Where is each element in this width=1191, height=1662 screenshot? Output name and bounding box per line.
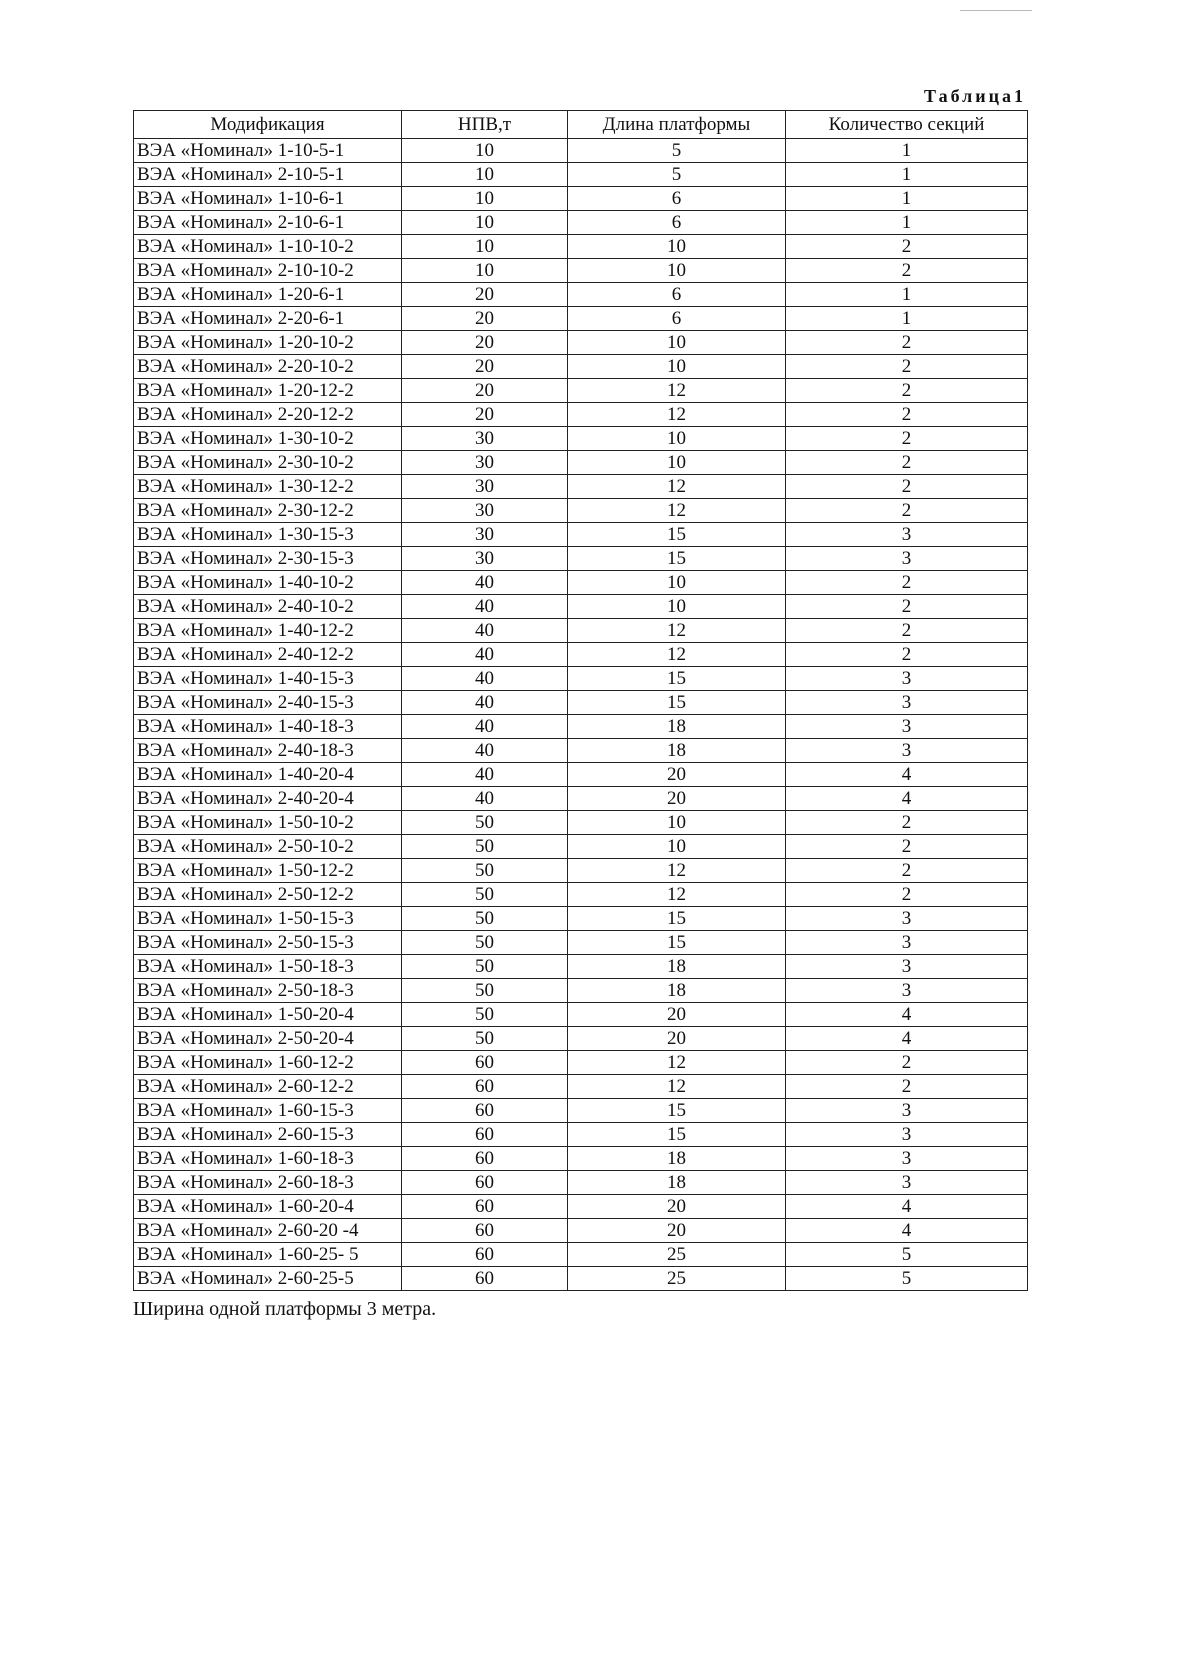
cell-platform-length: 10 (568, 331, 786, 355)
cell-platform-length: 20 (568, 763, 786, 787)
table-row (134, 1051, 1028, 1075)
table-row (134, 715, 1028, 739)
cell-modification: ВЭА «Номинал» 2-60-25-5 (134, 1267, 402, 1291)
cell-section-count: 2 (786, 595, 1028, 619)
table-row (134, 283, 1028, 307)
cell-platform-length: 12 (568, 1075, 786, 1099)
cell-platform-length: 12 (568, 883, 786, 907)
cell-section-count: 2 (786, 883, 1028, 907)
table-row (134, 859, 1028, 883)
cell-platform-length: 25 (568, 1243, 786, 1267)
cell-modification: ВЭА «Номинал» 2-40-15-3 (134, 691, 402, 715)
table-row (134, 499, 1028, 523)
table-row (134, 427, 1028, 451)
cell-platform-length: 10 (568, 571, 786, 595)
table-row (134, 523, 1028, 547)
cell-capacity: 60 (402, 1243, 568, 1267)
table-row (134, 571, 1028, 595)
cell-section-count: 2 (786, 571, 1028, 595)
cell-capacity: 10 (402, 235, 568, 259)
cell-platform-length: 12 (568, 619, 786, 643)
table-row (134, 907, 1028, 931)
table-row (134, 763, 1028, 787)
cell-platform-length: 18 (568, 955, 786, 979)
cell-section-count: 4 (786, 1027, 1028, 1051)
cell-section-count: 1 (786, 163, 1028, 187)
cell-platform-length: 12 (568, 403, 786, 427)
table-row (134, 787, 1028, 811)
cell-modification: ВЭА «Номинал» 2-10-6-1 (134, 211, 402, 235)
cell-capacity: 50 (402, 907, 568, 931)
cell-platform-length: 10 (568, 835, 786, 859)
cell-modification: ВЭА «Номинал» 1-60-15-3 (134, 1099, 402, 1123)
cell-section-count: 2 (786, 235, 1028, 259)
cell-modification: ВЭА «Номинал» 1-40-10-2 (134, 571, 402, 595)
cell-modification: ВЭА «Номинал» 1-60-12-2 (134, 1051, 402, 1075)
cell-section-count: 4 (786, 763, 1028, 787)
cell-capacity: 50 (402, 1027, 568, 1051)
cell-platform-length: 18 (568, 979, 786, 1003)
cell-platform-length: 15 (568, 523, 786, 547)
cell-modification: ВЭА «Номинал» 1-60-20-4 (134, 1195, 402, 1219)
cell-section-count: 1 (786, 187, 1028, 211)
cell-section-count: 3 (786, 979, 1028, 1003)
cell-section-count: 3 (786, 739, 1028, 763)
cell-section-count: 2 (786, 1075, 1028, 1099)
cell-modification: ВЭА «Номинал» 2-50-20-4 (134, 1027, 402, 1051)
cell-capacity: 10 (402, 259, 568, 283)
cell-platform-length: 10 (568, 595, 786, 619)
table-row (134, 187, 1028, 211)
cell-capacity: 30 (402, 475, 568, 499)
cell-modification: ВЭА «Номинал» 2-40-20-4 (134, 787, 402, 811)
cell-platform-length: 15 (568, 1099, 786, 1123)
cell-section-count: 3 (786, 1123, 1028, 1147)
table-row (134, 739, 1028, 763)
cell-modification: ВЭА «Номинал» 2-30-15-3 (134, 547, 402, 571)
cell-capacity: 60 (402, 1195, 568, 1219)
cell-capacity: 40 (402, 763, 568, 787)
cell-capacity: 60 (402, 1171, 568, 1195)
table-row (134, 835, 1028, 859)
cell-platform-length: 12 (568, 643, 786, 667)
cell-platform-length: 15 (568, 547, 786, 571)
column-header-section-count: Количество секций (786, 111, 1028, 139)
table-row (134, 1267, 1028, 1291)
table-row (134, 355, 1028, 379)
table-row (134, 1171, 1028, 1195)
table-body (134, 139, 1028, 1291)
table-header-row (134, 111, 1028, 139)
cell-platform-length: 10 (568, 235, 786, 259)
cell-platform-length: 25 (568, 1267, 786, 1291)
cell-section-count: 2 (786, 451, 1028, 475)
table-row (134, 547, 1028, 571)
table-row (134, 667, 1028, 691)
cell-platform-length: 20 (568, 1195, 786, 1219)
cell-capacity: 10 (402, 139, 568, 163)
cell-section-count: 3 (786, 715, 1028, 739)
cell-platform-length: 10 (568, 811, 786, 835)
table-row (134, 691, 1028, 715)
cell-capacity: 50 (402, 835, 568, 859)
cell-capacity: 40 (402, 643, 568, 667)
cell-modification: ВЭА «Номинал» 1-50-12-2 (134, 859, 402, 883)
table-row (134, 379, 1028, 403)
cell-section-count: 3 (786, 931, 1028, 955)
table-row (134, 1027, 1028, 1051)
cell-modification: ВЭА «Номинал» 1-30-12-2 (134, 475, 402, 499)
cell-capacity: 50 (402, 931, 568, 955)
cell-platform-length: 15 (568, 1123, 786, 1147)
cell-capacity: 30 (402, 547, 568, 571)
cell-platform-length: 6 (568, 187, 786, 211)
table-row (134, 1123, 1028, 1147)
cell-modification: ВЭА «Номинал» 1-40-18-3 (134, 715, 402, 739)
cell-capacity: 60 (402, 1075, 568, 1099)
cell-section-count: 2 (786, 331, 1028, 355)
column-header-capacity: НПВ,т (402, 111, 568, 139)
cell-modification: ВЭА «Номинал» 2-40-18-3 (134, 739, 402, 763)
cell-section-count: 3 (786, 691, 1028, 715)
cell-section-count: 3 (786, 1171, 1028, 1195)
cell-capacity: 50 (402, 811, 568, 835)
cell-modification: ВЭА «Номинал» 1-40-12-2 (134, 619, 402, 643)
cell-capacity: 60 (402, 1219, 568, 1243)
cell-section-count: 2 (786, 403, 1028, 427)
cell-platform-length: 6 (568, 307, 786, 331)
cell-modification: ВЭА «Номинал» 2-50-12-2 (134, 883, 402, 907)
cell-section-count: 2 (786, 643, 1028, 667)
table-row (134, 307, 1028, 331)
cell-modification: ВЭА «Номинал» 2-30-10-2 (134, 451, 402, 475)
cell-section-count: 2 (786, 835, 1028, 859)
modifications-table (133, 110, 1028, 1291)
cell-modification: ВЭА «Номинал» 1-20-6-1 (134, 283, 402, 307)
table-row (134, 403, 1028, 427)
table-row (134, 331, 1028, 355)
table-row (134, 1219, 1028, 1243)
cell-capacity: 20 (402, 355, 568, 379)
cell-platform-length: 20 (568, 1003, 786, 1027)
cell-capacity: 30 (402, 523, 568, 547)
cell-platform-length: 18 (568, 739, 786, 763)
cell-section-count: 2 (786, 259, 1028, 283)
cell-platform-length: 18 (568, 715, 786, 739)
cell-platform-length: 5 (568, 139, 786, 163)
table-row (134, 979, 1028, 1003)
cell-platform-length: 15 (568, 667, 786, 691)
cell-modification: ВЭА «Номинал» 2-50-10-2 (134, 835, 402, 859)
table-row (134, 475, 1028, 499)
cell-platform-length: 10 (568, 355, 786, 379)
cell-section-count: 4 (786, 1219, 1028, 1243)
table-row (134, 1195, 1028, 1219)
table-row (134, 211, 1028, 235)
cell-capacity: 40 (402, 619, 568, 643)
cell-modification: ВЭА «Номинал» 2-60-15-3 (134, 1123, 402, 1147)
cell-modification: ВЭА «Номинал» 2-20-6-1 (134, 307, 402, 331)
cell-section-count: 1 (786, 283, 1028, 307)
cell-capacity: 40 (402, 691, 568, 715)
cell-section-count: 2 (786, 475, 1028, 499)
cell-capacity: 60 (402, 1123, 568, 1147)
cell-modification: ВЭА «Номинал» 1-40-20-4 (134, 763, 402, 787)
cell-section-count: 1 (786, 211, 1028, 235)
cell-capacity: 20 (402, 283, 568, 307)
cell-platform-length: 20 (568, 1219, 786, 1243)
cell-section-count: 2 (786, 619, 1028, 643)
cell-capacity: 60 (402, 1267, 568, 1291)
cell-platform-length: 18 (568, 1171, 786, 1195)
cell-modification: ВЭА «Номинал» 2-50-18-3 (134, 979, 402, 1003)
cell-platform-length: 12 (568, 1051, 786, 1075)
table-row (134, 1243, 1028, 1267)
cell-section-count: 2 (786, 355, 1028, 379)
cell-modification: ВЭА «Номинал» 2-10-5-1 (134, 163, 402, 187)
cell-modification: ВЭА «Номинал» 1-10-5-1 (134, 139, 402, 163)
cell-platform-length: 15 (568, 931, 786, 955)
table-row (134, 619, 1028, 643)
cell-modification: ВЭА «Номинал» 1-10-10-2 (134, 235, 402, 259)
cell-modification: ВЭА «Номинал» 1-60-25- 5 (134, 1243, 402, 1267)
cell-modification: ВЭА «Номинал» 1-30-10-2 (134, 427, 402, 451)
table-row (134, 1075, 1028, 1099)
cell-modification: ВЭА «Номинал» 1-30-15-3 (134, 523, 402, 547)
cell-section-count: 1 (786, 307, 1028, 331)
cell-platform-length: 10 (568, 259, 786, 283)
table-row (134, 235, 1028, 259)
cell-capacity: 10 (402, 187, 568, 211)
cell-modification: ВЭА «Номинал» 1-50-10-2 (134, 811, 402, 835)
cell-modification: ВЭА «Номинал» 1-60-18-3 (134, 1147, 402, 1171)
cell-section-count: 5 (786, 1267, 1028, 1291)
cell-platform-length: 20 (568, 787, 786, 811)
table-caption: Таблица1 (924, 86, 1026, 106)
cell-platform-length: 18 (568, 1147, 786, 1171)
table-row (134, 163, 1028, 187)
cell-platform-length: 12 (568, 499, 786, 523)
cell-modification: ВЭА «Номинал» 2-20-10-2 (134, 355, 402, 379)
cell-section-count: 2 (786, 1051, 1028, 1075)
cell-capacity: 40 (402, 667, 568, 691)
cell-modification: ВЭА «Номинал» 2-10-10-2 (134, 259, 402, 283)
cell-capacity: 50 (402, 859, 568, 883)
cell-modification: ВЭА «Номинал» 1-50-18-3 (134, 955, 402, 979)
cell-capacity: 50 (402, 955, 568, 979)
cell-modification: ВЭА «Номинал» 1-50-20-4 (134, 1003, 402, 1027)
cell-platform-length: 15 (568, 691, 786, 715)
cell-section-count: 3 (786, 1147, 1028, 1171)
cell-modification: ВЭА «Номинал» 1-50-15-3 (134, 907, 402, 931)
cell-modification: ВЭА «Номинал» 2-60-18-3 (134, 1171, 402, 1195)
cell-capacity: 60 (402, 1099, 568, 1123)
cell-section-count: 2 (786, 859, 1028, 883)
cell-section-count: 4 (786, 1195, 1028, 1219)
cell-modification: ВЭА «Номинал» 2-20-12-2 (134, 403, 402, 427)
cell-modification: ВЭА «Номинал» 1-40-15-3 (134, 667, 402, 691)
cell-section-count: 3 (786, 523, 1028, 547)
cell-section-count: 3 (786, 907, 1028, 931)
cell-modification: ВЭА «Номинал» 2-60-12-2 (134, 1075, 402, 1099)
cell-platform-length: 12 (568, 475, 786, 499)
table-row (134, 931, 1028, 955)
cell-section-count: 3 (786, 667, 1028, 691)
cell-platform-length: 20 (568, 1027, 786, 1051)
cell-capacity: 10 (402, 211, 568, 235)
cell-modification: ВЭА «Номинал» 2-40-12-2 (134, 643, 402, 667)
cell-capacity: 60 (402, 1147, 568, 1171)
cell-capacity: 20 (402, 403, 568, 427)
cell-capacity: 60 (402, 1051, 568, 1075)
cell-section-count: 1 (786, 139, 1028, 163)
column-header-platform-length: Длина платформы (568, 111, 786, 139)
table-row (134, 955, 1028, 979)
cell-modification: ВЭА «Номинал» 1-20-12-2 (134, 379, 402, 403)
table-row (134, 883, 1028, 907)
cell-platform-length: 15 (568, 907, 786, 931)
cell-section-count: 4 (786, 1003, 1028, 1027)
cell-modification: ВЭА «Номинал» 2-30-12-2 (134, 499, 402, 523)
cell-capacity: 10 (402, 163, 568, 187)
cell-section-count: 4 (786, 787, 1028, 811)
cell-section-count: 3 (786, 547, 1028, 571)
cell-capacity: 40 (402, 787, 568, 811)
table-row (134, 811, 1028, 835)
footnote: Ширина одной платформы 3 метра. (133, 1298, 437, 1320)
cell-section-count: 3 (786, 1099, 1028, 1123)
cell-capacity: 20 (402, 331, 568, 355)
cell-platform-length: 10 (568, 451, 786, 475)
cell-section-count: 2 (786, 811, 1028, 835)
cell-platform-length: 12 (568, 859, 786, 883)
cell-section-count: 2 (786, 499, 1028, 523)
cell-capacity: 20 (402, 307, 568, 331)
cell-capacity: 50 (402, 979, 568, 1003)
column-header-modification: Модификация (134, 111, 402, 139)
cell-modification: ВЭА «Номинал» 2-40-10-2 (134, 595, 402, 619)
table-row (134, 1003, 1028, 1027)
cell-capacity: 30 (402, 499, 568, 523)
cell-capacity: 40 (402, 595, 568, 619)
cell-modification: ВЭА «Номинал» 1-10-6-1 (134, 187, 402, 211)
cell-capacity: 40 (402, 571, 568, 595)
table-row (134, 1147, 1028, 1171)
table-row (134, 595, 1028, 619)
table-row (134, 139, 1028, 163)
cell-platform-length: 5 (568, 163, 786, 187)
cell-platform-length: 10 (568, 427, 786, 451)
scan-artifact-line (960, 10, 1032, 11)
cell-capacity: 40 (402, 715, 568, 739)
cell-section-count: 2 (786, 379, 1028, 403)
cell-capacity: 40 (402, 739, 568, 763)
cell-capacity: 30 (402, 427, 568, 451)
cell-section-count: 3 (786, 955, 1028, 979)
cell-platform-length: 12 (568, 379, 786, 403)
table-row (134, 259, 1028, 283)
cell-capacity: 50 (402, 883, 568, 907)
cell-section-count: 2 (786, 427, 1028, 451)
table-row (134, 1099, 1028, 1123)
cell-capacity: 20 (402, 379, 568, 403)
table-row (134, 451, 1028, 475)
cell-modification: ВЭА «Номинал» 2-50-15-3 (134, 931, 402, 955)
cell-platform-length: 6 (568, 211, 786, 235)
cell-capacity: 50 (402, 1003, 568, 1027)
table-row (134, 643, 1028, 667)
cell-modification: ВЭА «Номинал» 2-60-20 -4 (134, 1219, 402, 1243)
cell-platform-length: 6 (568, 283, 786, 307)
cell-modification: ВЭА «Номинал» 1-20-10-2 (134, 331, 402, 355)
cell-capacity: 30 (402, 451, 568, 475)
cell-section-count: 5 (786, 1243, 1028, 1267)
